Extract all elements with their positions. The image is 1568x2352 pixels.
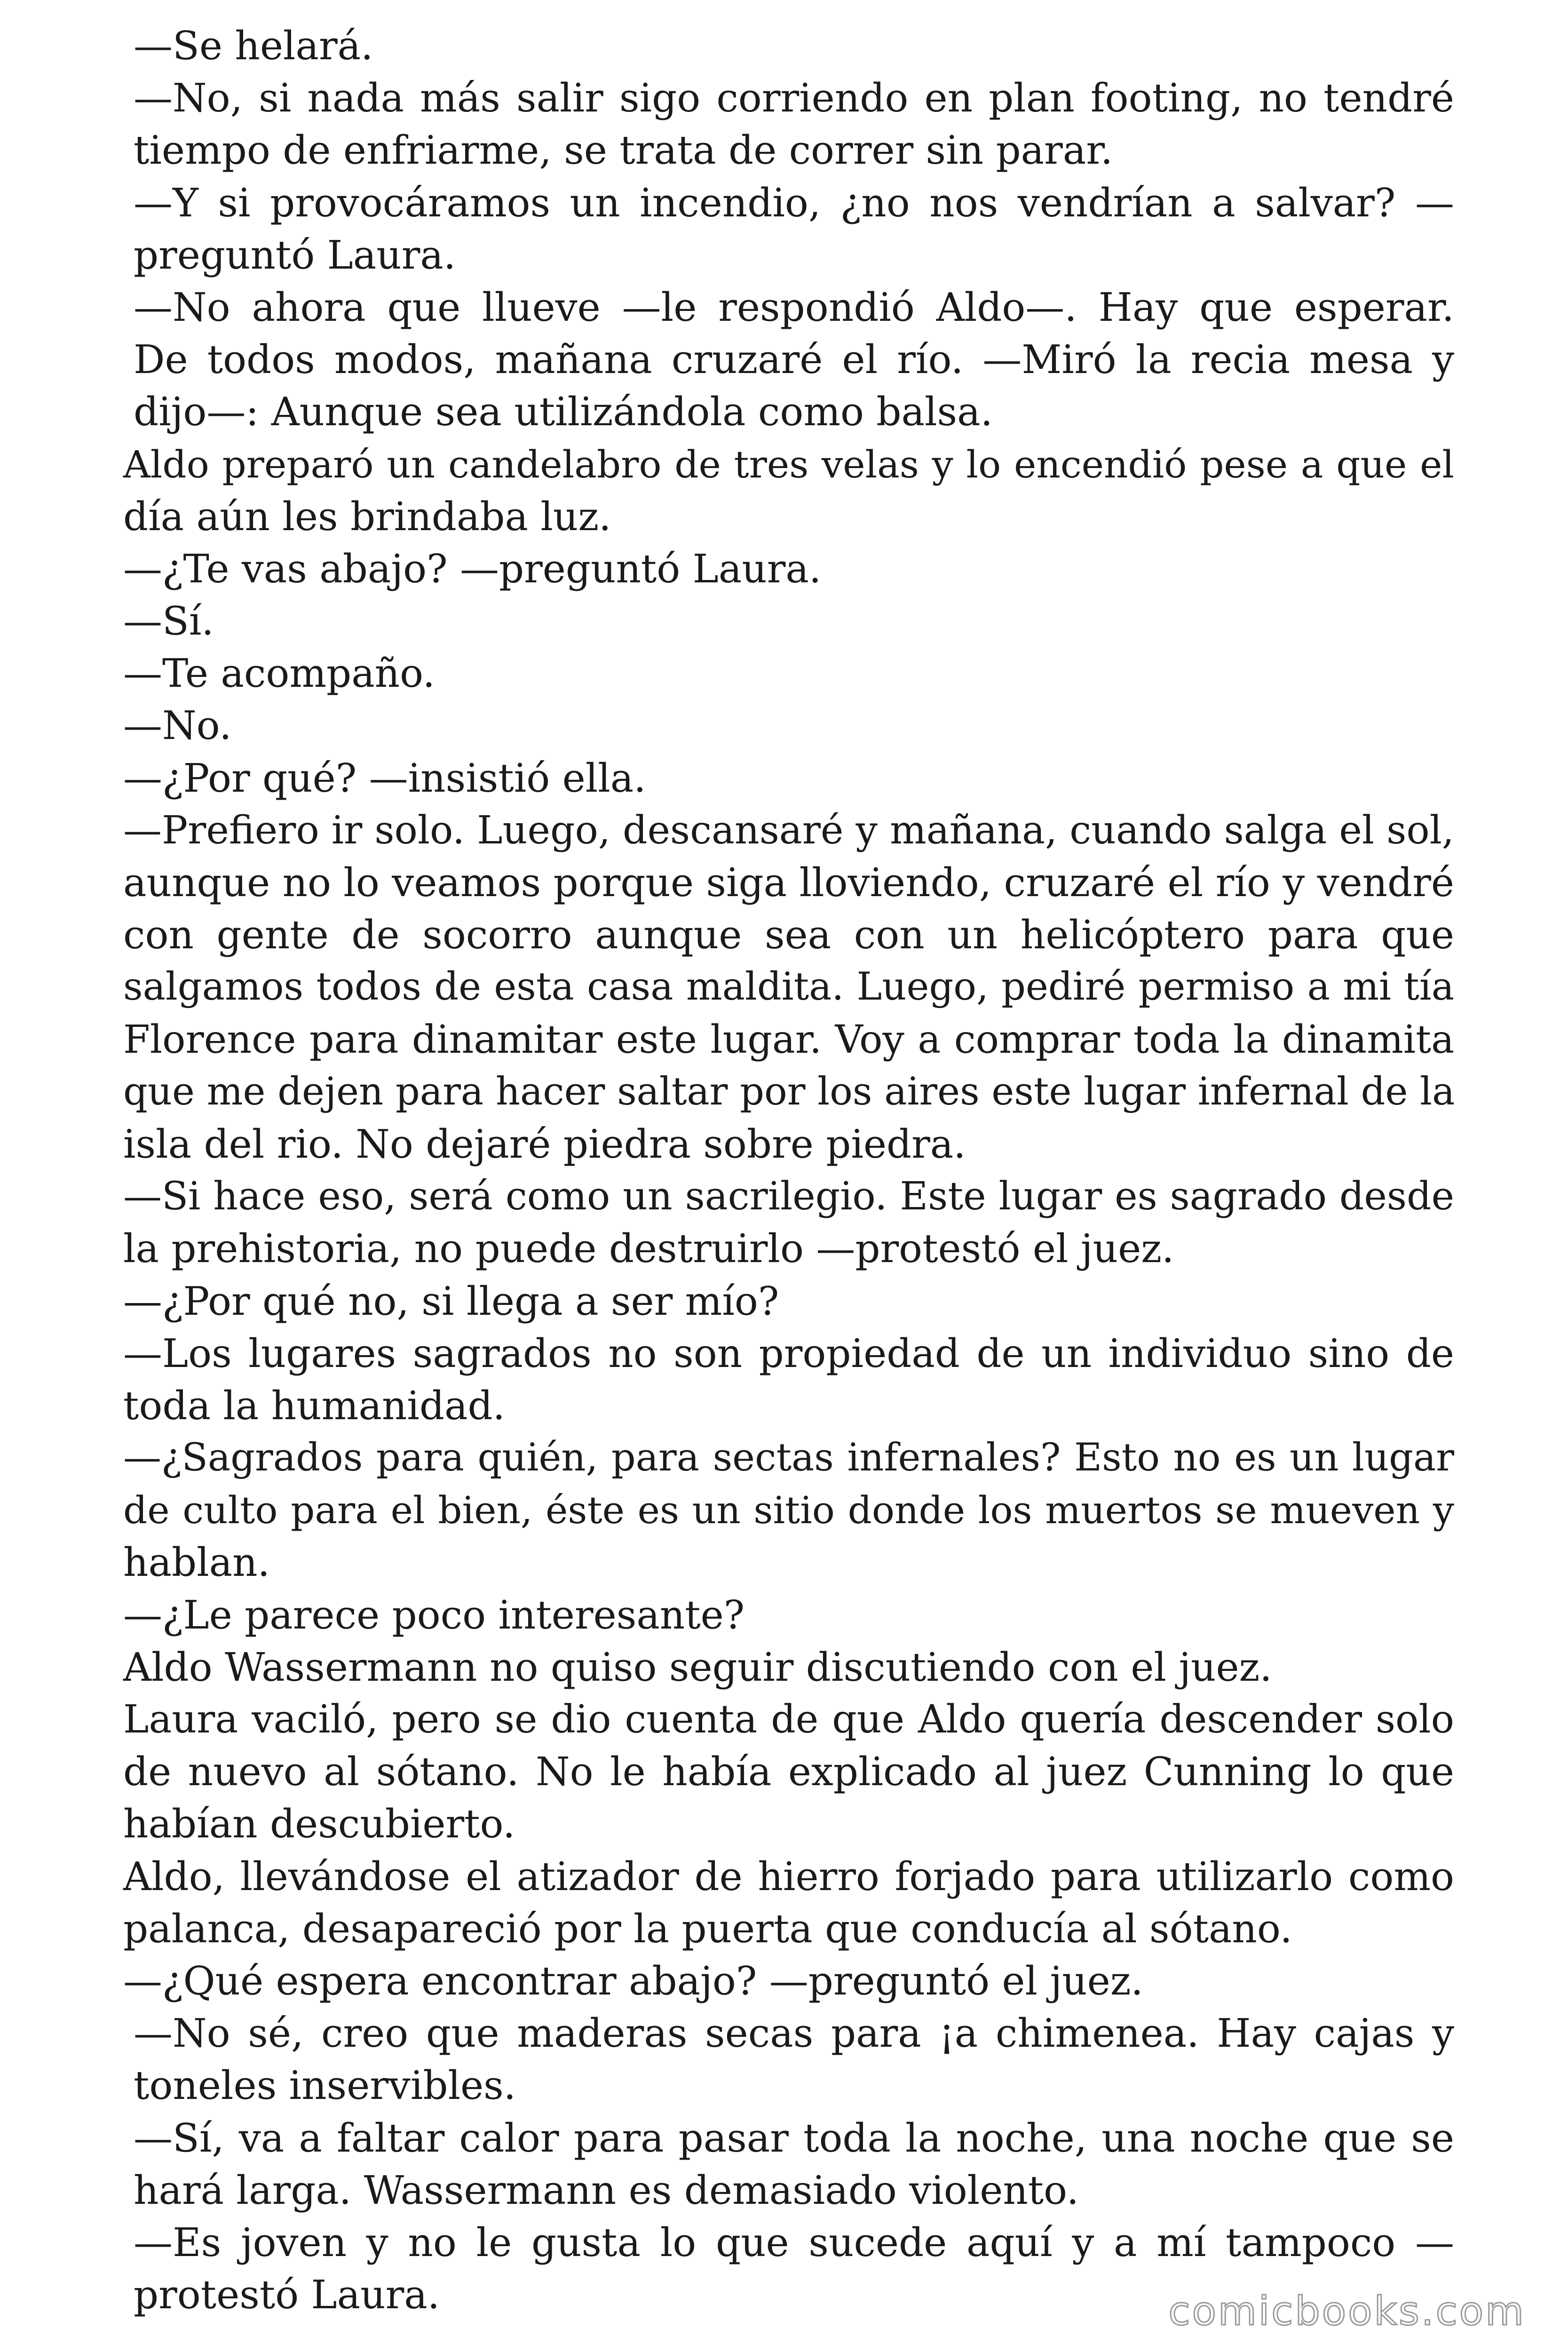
text-line: —¿Te vas abajo? —preguntó Laura.: [123, 546, 822, 592]
text-line: que me dejen para hacer saltar por los aires este lugar infernal de la: [123, 1069, 1455, 1114]
text-line: dijo—: Aunque sea utilizándola como balsa.: [134, 389, 993, 435]
text-line: —No.: [123, 703, 232, 749]
text-line: —Se helará.: [134, 23, 373, 69]
text-line: —Te acompaño.: [123, 651, 436, 697]
page-text: [123, 20, 1454, 2321]
text-line: hablan.: [123, 1540, 270, 1586]
text-line: palanca, desapareció por la puerta que conducía al sótano.: [123, 1906, 1292, 1952]
text-line: —Sí, va a faltar calor para pasar toda la noche, una noche que se: [134, 2115, 1454, 2161]
text-line: —Si hace eso, será como un sacrilegio. Este lugar es sagrado desde: [123, 1174, 1454, 1219]
text-line: aunque no lo veamos porque siga lloviendo, cruzaré el río y vendré: [123, 860, 1454, 906]
text-line: toda la humanidad.: [123, 1383, 505, 1429]
text-line: salgamos todos de esta casa maldita. Luego, pediré permiso a mi tía: [123, 965, 1454, 1009]
text-line: —Sí.: [123, 598, 214, 644]
text-line: —¿Por qué no, si llega a ser mío?: [123, 1278, 779, 1324]
text-line: la prehistoria, no puede destruirlo —protestó el juez.: [123, 1226, 1174, 1272]
text-line: —No sé, creo que maderas secas para ¡a chimenea. Hay cajas y: [134, 2010, 1454, 2057]
text-line: —¿Le parece poco interesante?: [123, 1592, 745, 1638]
text-line: —Es joven y no le gusta lo que sucede aquí y a mí tampoco —: [134, 2219, 1454, 2265]
text-line: Aldo, llevándose el atizador de hierro forjado para utilizarlo como: [123, 1853, 1454, 1899]
text-line: habían descubierto.: [123, 1801, 515, 1847]
text-line: —Prefiero ir solo. Luego, descansaré y mañana, cuando salga el sol,: [123, 808, 1454, 853]
text-line: —¿Qué espera encontrar abajo? —preguntó el juez.: [123, 1958, 1143, 2004]
text-line: toneles inservibles.: [134, 2063, 516, 2109]
text-line: Laura vaciló, pero se dio cuenta de que Aldo quería descender solo: [123, 1697, 1454, 1742]
text-line: De todos modos, mañana cruzaré el río. —Miró la recia mesa y: [134, 337, 1454, 383]
text-line: de nuevo al sótano. No le había explicado al juez Cunning lo que: [123, 1749, 1454, 1795]
text-line: día aún les brindaba luz.: [123, 493, 611, 540]
text-line: Aldo Wassermann no quiso seguir discutiendo con el juez.: [123, 1644, 1272, 1690]
text-line: hará larga. Wassermann es demasiado violento.: [134, 2167, 1079, 2213]
text-line: protestó Laura.: [134, 2272, 440, 2318]
text-line: tiempo de enfriarme, se trata de correr sin parar.: [134, 127, 1113, 174]
text-line: Florence para dinamitar este lugar. Voy a comprar toda la dinamita: [123, 1017, 1454, 1062]
watermark: comicbooks.com: [1168, 2288, 1526, 2334]
text-line: Aldo preparó un candelabro de tres velas y lo encendió pese a que el: [123, 442, 1454, 486]
text-line: con gente de socorro aunque sea con un helicóptero para que: [123, 912, 1454, 958]
text-line: de culto para el bien, éste es un sitio donde los muertos se mueven y: [123, 1488, 1454, 1533]
text-line: —¿Sagrados para quién, para sectas infernales? Esto no es un lugar: [123, 1436, 1454, 1480]
text-line: isla del rio. No dejaré piedra sobre piedra.: [123, 1121, 966, 1167]
text-line: —No, si nada más salir sigo corriendo en plan footing, no tendré: [134, 75, 1454, 121]
text-line: —Y si provocáramos un incendio, ¿no nos vendrían a salvar? —: [134, 180, 1454, 226]
text-line: —¿Por qué? —insistió ella.: [123, 755, 646, 801]
text-line: preguntó Laura.: [134, 232, 456, 278]
text-line: —Los lugares sagrados no son propiedad de un individuo sino de: [123, 1330, 1454, 1376]
text-line: —No ahora que llueve —le respondió Aldo—. Hay que esperar.: [134, 284, 1454, 330]
